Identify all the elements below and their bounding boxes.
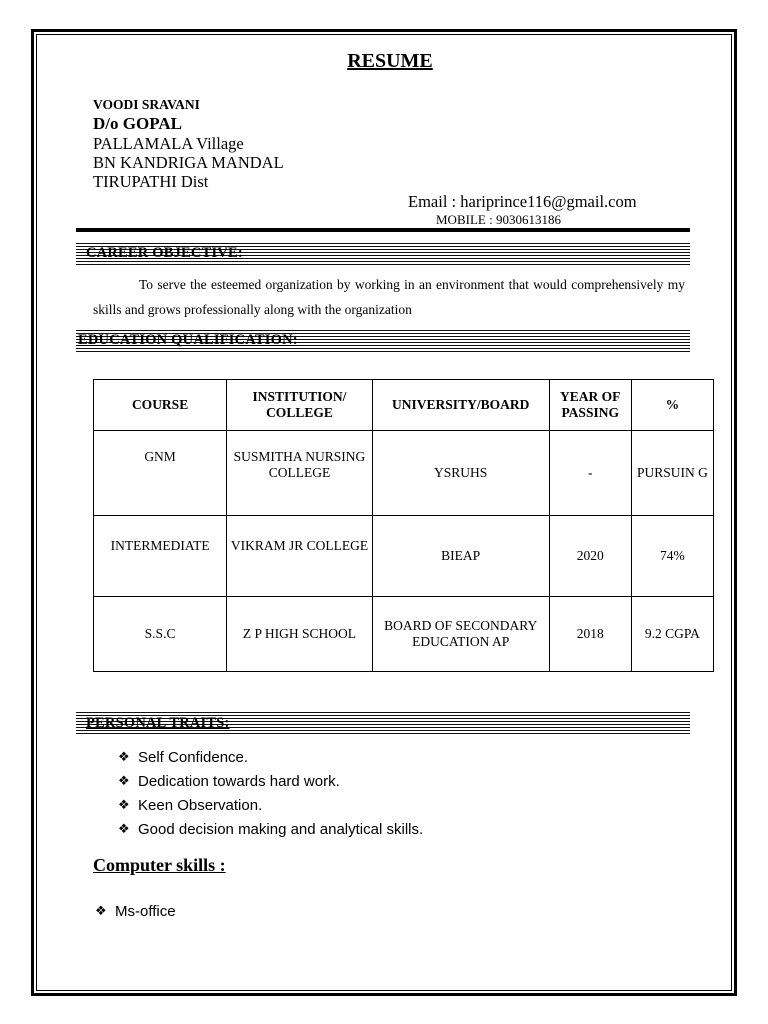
table-row bbox=[94, 516, 714, 597]
table-cell: 2020 bbox=[549, 516, 631, 597]
table-cell: VIKRAM JR COLLEGE bbox=[227, 516, 373, 597]
address-line-2: BN KANDRIGA MANDAL bbox=[93, 153, 284, 172]
header-university: UNIVERSITY/BOARD bbox=[372, 380, 549, 431]
table-cell: 2018 bbox=[549, 597, 631, 672]
education-table bbox=[93, 379, 714, 672]
list-item bbox=[118, 745, 423, 769]
table-cell: BOARD OF SECONDARY EDUCATION AP bbox=[372, 597, 549, 672]
table-cell: - bbox=[549, 431, 631, 516]
diamond-bullet-icon: ❖ bbox=[118, 821, 130, 836]
table-cell: BIEAP bbox=[372, 516, 549, 597]
table-header-row bbox=[94, 380, 714, 431]
computer-skills-heading: Computer skills : bbox=[93, 855, 226, 875]
mobile-number: MOBILE : 9030613186 bbox=[436, 212, 561, 227]
header-course: COURSE bbox=[94, 380, 227, 431]
header-divider bbox=[76, 228, 690, 232]
resume-title: RESUME bbox=[347, 50, 433, 72]
diamond-bullet-icon: ❖ bbox=[95, 903, 107, 918]
diamond-bullet-icon: ❖ bbox=[118, 773, 130, 788]
list-item bbox=[118, 793, 423, 817]
trait-text: Self Confidence. bbox=[138, 748, 249, 766]
trait-text: Good decision making and analytical skills. bbox=[138, 820, 424, 838]
career-objective-heading: CAREER OBJECTIVE: bbox=[86, 245, 243, 261]
applicant-name: VOODI SRAVANI bbox=[93, 97, 200, 112]
table-cell: INTERMEDIATE bbox=[94, 516, 227, 597]
personal-traits-list bbox=[118, 745, 423, 841]
table-cell: YSRUHS bbox=[372, 431, 549, 516]
skill-text: Ms-office bbox=[115, 902, 176, 920]
email-address: Email : hariprince116@gmail.com bbox=[408, 192, 637, 211]
table-cell: GNM bbox=[94, 431, 227, 516]
diamond-bullet-icon: ❖ bbox=[118, 797, 130, 812]
header-year: YEAR OF PASSING bbox=[549, 380, 631, 431]
diamond-bullet-icon: ❖ bbox=[118, 749, 130, 764]
list-item bbox=[95, 899, 176, 923]
table-cell: SUSMITHA NURSING COLLEGE bbox=[227, 431, 373, 516]
trait-text: Dedication towards hard work. bbox=[138, 772, 340, 790]
career-objective-text: To serve the esteemed organization by working in an environment that would comprehensively my skills and grows professionally along with the organization bbox=[93, 277, 685, 317]
address-line-3: TIRUPATHI Dist bbox=[93, 172, 209, 191]
address-line-1: PALLAMALA Village bbox=[93, 134, 244, 153]
list-item bbox=[118, 769, 423, 793]
table-row bbox=[94, 597, 714, 672]
computer-skills-list bbox=[95, 899, 176, 923]
table-cell: 9.2 CGPA bbox=[631, 597, 713, 672]
list-item bbox=[118, 817, 423, 841]
table-cell: S.S.C bbox=[94, 597, 227, 672]
table-cell: 74% bbox=[631, 516, 713, 597]
header-percent: % bbox=[631, 380, 713, 431]
education-heading: EDUCATION QUALIFICATION: bbox=[78, 332, 298, 348]
header-institution: INSTITUTION/ COLLEGE bbox=[227, 380, 373, 431]
table-cell: PURSUIN G bbox=[631, 431, 713, 516]
trait-text: Keen Observation. bbox=[138, 796, 263, 814]
personal-traits-heading: PERSONAL TRAITS: bbox=[86, 715, 230, 731]
table-row bbox=[94, 431, 714, 516]
table-cell: Z P HIGH SCHOOL bbox=[227, 597, 373, 672]
father-name: D/o GOPAL bbox=[93, 114, 182, 133]
